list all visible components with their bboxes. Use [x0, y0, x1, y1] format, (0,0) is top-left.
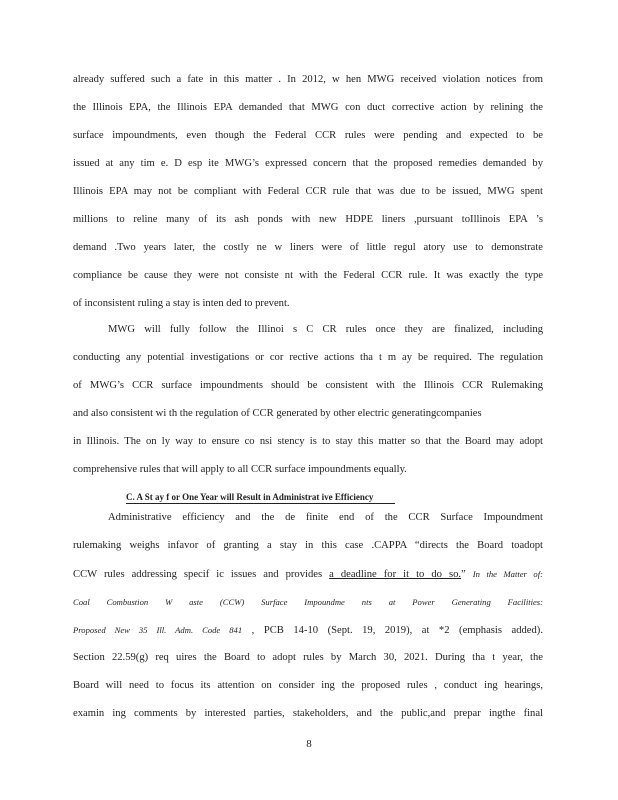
citation-details: , PCB 14-10 (Sept. 19, 2019), at *2 (emphasis added). — [251, 625, 543, 636]
body-line-16: Administrative efficiency and the de finite end of the CCR Surface Impoundment — [108, 512, 543, 523]
body-line-2: the Illinois EPA, the Illinois EPA demanded that MWG con duct corrective action by relining the — [73, 102, 543, 113]
body-line-10: MWG will fully follow the Illinoi s C CR rules once they are finalized, including — [108, 324, 543, 335]
body-line-22: Board will need to focus its attention on consider ing the proposed rules , conduct ing hearings, — [73, 680, 543, 691]
body-line-13: and also consistent wi th the regulation of CCR generated by other electric generatingcompanies — [73, 408, 482, 419]
body-line-15: comprehensive rules that will apply to all CCR surface impoundments equally. — [73, 464, 407, 475]
body-line-7: demand .Two years later, the costly ne w liners were of little regul atory use to demonstrate — [73, 242, 543, 253]
line-18-text: CCW rules addressing specif ic issues and provides — [73, 569, 323, 580]
body-line-1: already suffered such a fate in this matter . In 2012, w hen MWG received violation notices from — [73, 74, 543, 85]
body-line-12: of MWG’s CCR surface impoundments should be consistent with the Illinois CCR Rulemaking — [73, 380, 543, 391]
closing-quote: ” — [461, 569, 466, 580]
body-line-5: Illinois EPA may not be compliant with Federal CCR rule that was due to be issued, MWG spent — [73, 186, 543, 197]
body-line-14: in Illinois. The on ly way to ensure co nsi stency is to stay this matter so that the Board may adopt — [73, 436, 543, 447]
body-line-8: compliance be cause they were not consiste nt with the Federal CCR rule. It was exactly the type — [73, 270, 543, 281]
body-line-9: of inconsistent ruling a stay is inten ded to prevent. — [73, 298, 290, 309]
body-line-6: millions to reline many of its ash ponds with new HDPE liners ,pursuant toIllinois EPA ’s — [73, 214, 543, 225]
body-line-18 — [73, 567, 543, 582]
body-line-17: rulemaking weighs infavor of granting a stay in this case .CAPPA “directs the Board toadopt — [73, 540, 543, 551]
section-heading: C. A St ay f or One Year will Result in Administrat ive Efficiency — [126, 491, 395, 504]
body-line-23: examin ing comments by interested parties, stakeholders, and the public,and prepar ingthe final — [73, 708, 543, 719]
underlined-quote: a deadline for it to do so. — [329, 569, 462, 580]
body-line-19-italic: Coal Combustion W aste (CCW) Surface Impoundme nts at Power Generating Facilities: — [73, 597, 543, 607]
body-line-21: Section 22.59(g) req uires the Board to adopt rules by March 30, 2021. During tha t year, the — [73, 652, 543, 663]
case-citation-italic: In the Matter of: — [472, 569, 543, 579]
body-line-20 — [73, 623, 543, 638]
body-line-3: surface impoundments, even though the Federal CCR rules were pending and expected to be — [73, 130, 543, 141]
citation-code-italic: Proposed New 35 Ill. Adm. Code 841 — [73, 625, 243, 635]
body-line-11: conducting any potential investigations or cor rective actions tha t m ay be required. The regulation — [73, 352, 543, 363]
page-number: 8 — [306, 738, 312, 750]
body-line-4: issued at any tim e. D esp ite MWG’s expressed concern that the proposed remedies demanded by — [73, 158, 543, 169]
